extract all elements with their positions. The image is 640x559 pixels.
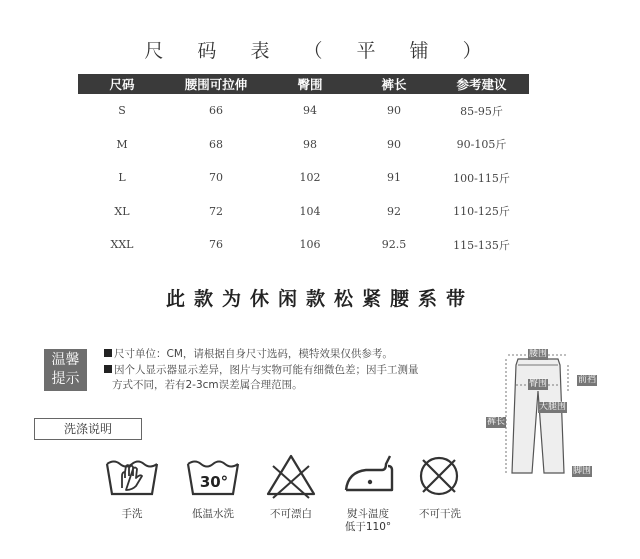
wash-instructions-title: 洗涤说明 bbox=[34, 418, 142, 440]
cell-suggestion: 90-105斤 bbox=[456, 138, 507, 152]
cell-waist: 72 bbox=[209, 204, 223, 218]
no-bleach-icon bbox=[263, 452, 319, 500]
table-row bbox=[78, 228, 529, 262]
tips-badge bbox=[44, 349, 87, 391]
label-length: 裤长 bbox=[487, 417, 506, 427]
wash-30-icon bbox=[185, 452, 241, 498]
label-hip: 臀围 bbox=[529, 379, 548, 389]
header-hip: 臀围 bbox=[297, 77, 323, 92]
table-row bbox=[78, 128, 529, 162]
tip-text-2: 因个人显示器显示差异，图片与实物可能有细微色差；因手工测量 bbox=[114, 363, 419, 376]
iron-label-line2: 低于110° bbox=[344, 521, 392, 533]
style-note: 此款为休闲款松紧腰系带 bbox=[165, 288, 474, 310]
cell-waist: 68 bbox=[209, 137, 223, 151]
tips-text bbox=[104, 347, 484, 394]
cell-suggestion: 85-95斤 bbox=[460, 104, 503, 118]
iron-icon bbox=[340, 452, 400, 500]
label-hem: 脚围 bbox=[573, 466, 592, 476]
cell-length: 91 bbox=[387, 171, 401, 185]
tip-line-3: 方式不同，若有2-3cm误差属合理范围。 bbox=[112, 379, 303, 391]
cell-hip: 106 bbox=[299, 238, 321, 252]
bullet-square-icon bbox=[104, 365, 112, 373]
header-length: 裤长 bbox=[381, 77, 407, 92]
header-size: 尺码 bbox=[109, 77, 135, 92]
cell-waist: 76 bbox=[209, 238, 223, 252]
label-waist: 腰围 bbox=[529, 349, 548, 359]
wash-label-hand: 手洗 bbox=[121, 508, 143, 520]
cell-hip: 98 bbox=[303, 137, 317, 151]
cell-length: 90 bbox=[387, 137, 401, 151]
header-waist: 腰围可拉伸 bbox=[184, 77, 248, 92]
cell-length: 92 bbox=[387, 204, 401, 218]
cell-size: S bbox=[118, 104, 126, 118]
tips-badge-line2: 提示 bbox=[51, 371, 80, 387]
cell-suggestion: 100-115斤 bbox=[453, 171, 510, 185]
iron-label-line1: 熨斗温度 bbox=[347, 508, 389, 520]
label-thigh: 大腿围 bbox=[539, 402, 567, 412]
tips-badge-line1: 温馨 bbox=[51, 352, 80, 368]
size-table bbox=[78, 74, 529, 262]
cell-suggestion: 110-125斤 bbox=[453, 205, 510, 219]
cell-hip: 102 bbox=[299, 171, 321, 185]
wash-label-iron bbox=[333, 508, 403, 534]
tip-line-2 bbox=[104, 363, 484, 379]
pants-outline-icon bbox=[478, 345, 598, 485]
header-suggestion: 参考建议 bbox=[456, 77, 507, 92]
hand-wash-icon bbox=[104, 452, 160, 498]
cell-length: 92.5 bbox=[381, 238, 407, 252]
cell-suggestion: 115-135斤 bbox=[453, 238, 510, 252]
no-dry-clean-icon bbox=[414, 452, 464, 500]
cell-waist: 70 bbox=[209, 171, 223, 185]
wash-label-no-bleach: 不可漂白 bbox=[270, 508, 312, 520]
label-front-rise: 前裆 bbox=[578, 375, 597, 385]
cell-size: XXL bbox=[110, 238, 134, 252]
tip-text-1: 尺寸单位：CM，请根据自身尺寸选码，模特效果仅供参考。 bbox=[114, 348, 393, 360]
bullet-square-icon bbox=[104, 349, 112, 357]
wash-temp-text: 30° bbox=[199, 473, 229, 491]
cell-size: XL bbox=[114, 204, 130, 218]
tip-line-1 bbox=[104, 347, 484, 363]
table-row bbox=[78, 94, 529, 128]
cell-hip: 94 bbox=[303, 104, 317, 118]
wash-label-low-temp: 低温水洗 bbox=[192, 508, 234, 520]
cell-length: 90 bbox=[387, 104, 401, 118]
page-title: 尺 码 表 （ 平 铺 ） bbox=[144, 40, 496, 62]
pants-measurement-diagram bbox=[478, 345, 598, 485]
cell-waist: 66 bbox=[209, 104, 223, 118]
table-row bbox=[78, 195, 529, 229]
cell-size: M bbox=[116, 137, 128, 151]
cell-size: L bbox=[118, 171, 126, 185]
table-header bbox=[78, 74, 529, 94]
wash-label-no-dry-clean: 不可干洗 bbox=[419, 508, 461, 520]
table-row bbox=[78, 161, 529, 195]
cell-hip: 104 bbox=[299, 204, 321, 218]
